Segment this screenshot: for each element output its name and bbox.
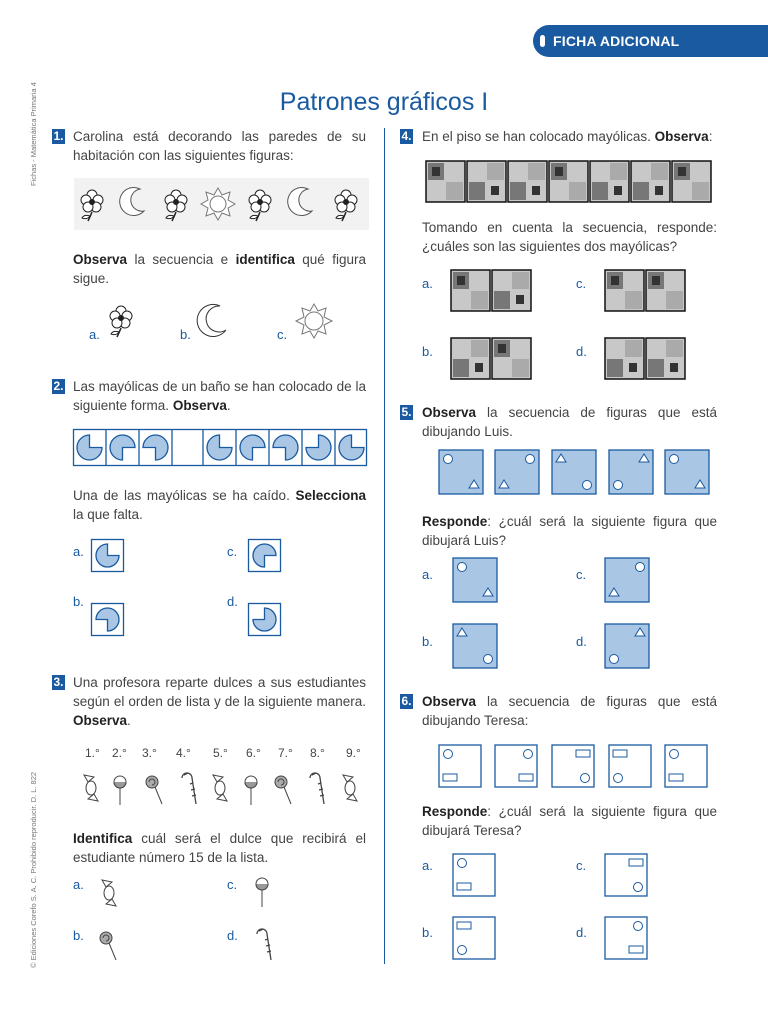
ordinal-label: 9.°	[346, 746, 361, 760]
q2-tile-row	[73, 429, 367, 467]
question-number: 1.	[53, 129, 64, 143]
option-label[interactable]: d.	[227, 928, 238, 943]
sun-icon[interactable]	[295, 302, 335, 342]
keyword-identifica: identifica	[235, 252, 295, 267]
q1-instruction: Observa la secuencia e identifica qué figura sigue.	[73, 252, 366, 286]
q3-candy-sequence	[78, 768, 368, 808]
option-label[interactable]: c.	[576, 276, 587, 291]
moon-icon[interactable]	[196, 302, 232, 342]
option-label[interactable]: a.	[73, 877, 84, 892]
option-label[interactable]: b.	[73, 594, 84, 609]
q1-sequence	[74, 178, 369, 230]
option-label[interactable]: a.	[89, 327, 100, 342]
option-label[interactable]: a.	[422, 276, 433, 291]
keyword-observa: Observa	[73, 713, 128, 728]
keyword-identifica: Identifica	[73, 831, 133, 846]
option-label[interactable]: c.	[227, 877, 238, 892]
header-tab-marker	[540, 35, 545, 47]
figure-option-b[interactable]	[452, 916, 498, 962]
question-number: 2.	[53, 379, 64, 393]
q3-text: Una profesora reparte dulces a sus estudiantes según el orden de lista y de la siguiente manera. Observa.	[73, 675, 366, 728]
question-number: 6.	[401, 694, 412, 708]
q6-text: Observa la secuencia de figuras que está dibujando Teresa:	[422, 694, 717, 728]
lollipop-icon	[114, 776, 126, 805]
ordinal-label: 4.°	[176, 746, 191, 760]
option-label[interactable]: d.	[576, 634, 587, 649]
figure-option-a[interactable]	[452, 853, 498, 899]
question-number: 3.	[53, 675, 64, 689]
candy-icon	[213, 775, 227, 801]
figure-option-c[interactable]	[604, 853, 650, 899]
option-label[interactable]: a.	[422, 567, 433, 582]
ordinal-label: 7.°	[278, 746, 293, 760]
q5-text: Observa la secuencia de figuras que está dibujando Luis.	[422, 405, 717, 439]
figure-option-a[interactable]	[452, 557, 498, 603]
candy-icon	[84, 775, 98, 801]
side-note-bottom: © Ediciones Corefo S. A. C. Prohibido reproducir. D. L. 822	[29, 771, 38, 968]
candy-cane-icon	[182, 773, 196, 804]
q4-question: Tomando en cuenta la secuencia, responde: ¿cuáles son las siguientes dos mayólicas?	[422, 220, 717, 254]
option-label[interactable]: c.	[277, 327, 288, 342]
figure-option-c[interactable]	[604, 557, 650, 603]
tile-pair-option-a[interactable]	[450, 269, 534, 313]
swirl-lollipop-icon[interactable]	[99, 930, 121, 962]
keyword-observa: Observa	[422, 694, 477, 709]
option-label[interactable]: d.	[227, 594, 238, 609]
keyword-responde: Responde	[422, 804, 488, 819]
figure-option-d[interactable]	[604, 916, 650, 962]
figure-option-b[interactable]	[452, 623, 498, 669]
keyword-selecciona: Selecciona	[295, 488, 366, 503]
page-title: Patrones gráficos I	[279, 88, 489, 116]
quarter-tile-option-d[interactable]	[248, 603, 282, 637]
quarter-tile-option-c[interactable]	[248, 539, 282, 573]
q5-sequence	[438, 449, 710, 497]
candy-icon	[343, 775, 357, 801]
header-tab	[533, 25, 768, 57]
quarter-tile-option-b[interactable]	[91, 603, 125, 637]
header-tab-label: FICHA ADICIONAL	[553, 33, 680, 49]
tile-pair-option-b[interactable]	[450, 337, 534, 381]
ordinal-label: 2.°	[112, 746, 127, 760]
keyword-observa: Observa	[172, 398, 227, 413]
sun-icon	[201, 188, 235, 220]
option-label[interactable]: b.	[422, 634, 433, 649]
option-label[interactable]: b.	[180, 327, 191, 342]
option-label[interactable]: d.	[576, 925, 587, 940]
quarter-tile-option-a[interactable]	[91, 539, 125, 573]
side-note-top: Fichas - Matemática Primaria 4	[29, 82, 38, 186]
flower-icon[interactable]	[104, 303, 138, 343]
tile-pair-option-d[interactable]	[604, 337, 688, 381]
keyword-observa: Observa	[422, 405, 477, 420]
keyword-observa: Observa	[654, 129, 709, 144]
option-label[interactable]: c.	[576, 567, 587, 582]
swirl-lollipop-icon	[146, 776, 162, 804]
q3-instruction: Identifica cuál será el dulce que recibirá el estudiante número 15 de la lista.	[73, 831, 366, 865]
ordinal-label: 8.°	[310, 746, 325, 760]
column-divider	[384, 128, 385, 964]
tile-pair-option-c[interactable]	[604, 269, 688, 313]
q6-question: Responde: ¿cuál será la siguiente figura que dibujará Teresa?	[422, 804, 717, 838]
option-label[interactable]: b.	[422, 925, 433, 940]
option-label[interactable]: a.	[73, 544, 84, 559]
q4-text: En el piso se han colocado mayólicas. Observa:	[422, 129, 713, 144]
q2-instruction: Una de las mayólicas se ha caído. Selecciona la que falta.	[73, 488, 366, 522]
option-label[interactable]: c.	[227, 544, 238, 559]
ordinal-label: 5.°	[213, 746, 228, 760]
question-number: 4.	[401, 129, 412, 143]
candy-cane-icon[interactable]	[255, 926, 275, 964]
swirl-lollipop-icon	[275, 776, 291, 804]
question-number: 5.	[401, 405, 412, 419]
option-label[interactable]: a.	[422, 858, 433, 873]
option-label[interactable]: c.	[576, 858, 587, 873]
keyword-responde: Responde	[422, 514, 488, 529]
ordinal-label: 6.°	[246, 746, 261, 760]
q5-question: Responde: ¿cuál será la siguiente figura que dibujará Luis?	[422, 514, 717, 548]
option-label[interactable]: b.	[73, 928, 84, 943]
q1-text: Carolina está decorando las paredes de su habitación con las siguientes figuras:	[73, 129, 366, 163]
q4-floor-sequence	[425, 160, 715, 204]
figure-option-d[interactable]	[604, 623, 650, 669]
lollipop-icon	[245, 776, 257, 805]
q2-text: Las mayólicas de un baño se han colocado de la siguiente forma. Observa.	[73, 379, 366, 413]
keyword-observa: Observa	[73, 252, 128, 267]
q6-sequence	[438, 744, 710, 790]
lollipop-icon[interactable]	[254, 876, 272, 910]
ordinal-label: 1.°	[85, 746, 100, 760]
option-label[interactable]: d.	[576, 344, 587, 359]
candy-cane-icon	[310, 773, 324, 804]
candy-icon[interactable]	[98, 877, 120, 909]
ordinal-label: 3.°	[142, 746, 157, 760]
option-label[interactable]: b.	[422, 344, 433, 359]
